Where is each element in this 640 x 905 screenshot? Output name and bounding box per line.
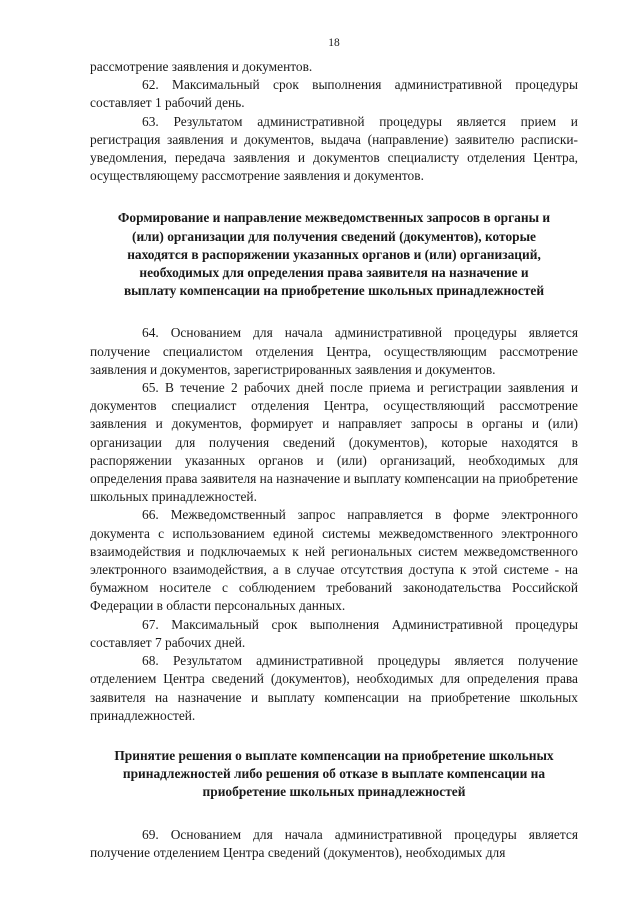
paragraph-62 (90, 76, 578, 112)
paragraph-66 (90, 506, 578, 615)
paragraph-text: Максимальный срок выполнения Административной процедуры составляет 7 рабочих дней. (90, 616, 578, 650)
paragraph-text: Основанием для начала административной процедуры является получение отделением Центра сведений (документов), необходимых для (90, 826, 578, 860)
section-top (90, 58, 578, 185)
paragraph-text: Результатом административной процедуры является прием и регистрация заявления и документов, выдача (направление) заявителю расписки-уведомления, передача заявления и документов специалисту отделения Центра, осуществляющему рассмотрение заявления и документов. (90, 113, 578, 184)
paragraph-69 (90, 826, 578, 862)
section-middle (90, 324, 578, 724)
paragraph-number: 67. (142, 616, 159, 632)
paragraph-number: 66. (142, 507, 159, 523)
paragraph-68 (90, 652, 578, 725)
paragraph-number: 65. (142, 380, 159, 396)
paragraph-text: рассмотрение заявления и документов. (90, 59, 313, 74)
section-bottom (90, 826, 578, 862)
paragraph-number: 68. (142, 653, 159, 669)
paragraph-text: Основанием для начала административной процедуры является получение специалистом отделения Центра, осуществляющим рассмотрение заявления и документов, зарегистрированных заявления и документов. (90, 325, 578, 377)
paragraph-number: 63. (142, 113, 159, 129)
section-heading-compensation-decision: Принятие решения о выплате компенсации на приобретение школьных принадлежностей либо решения об отказе в выплате компенсации на приобретение школьных принадлежностей (114, 747, 554, 800)
paragraph-text: Результатом административной процедуры является получение отделением Центра сведений (документов), необходимых для определения права заявителя на назначение и выплату компенсации на приобретение школьных принадлежностей. (90, 653, 578, 723)
paragraph-text: Максимальный срок выполнения административной процедуры составляет 1 рабочий день. (90, 77, 578, 111)
paragraph-65 (90, 379, 578, 506)
page-number: 18 (328, 37, 340, 49)
paragraph-number: 64. (142, 325, 159, 341)
paragraph-63 (90, 113, 578, 186)
paragraph-number: 69. (142, 826, 159, 842)
paragraph-67 (90, 616, 578, 652)
paragraph-64 (90, 324, 578, 379)
paragraph-text: В течение 2 рабочих дней после приема и регистрации заявления и документов специалист отделения Центра, осуществляющий рассмотрение заявления и документов, формирует и направляет запросы в органы и (или) организации для получения сведений (документов), которые находятся в распоряжении указанных органов и (или) организаций, необходимых для определения права заявителя на назначение и выплату компенсации на приобретение школьных принадлежностей. (90, 380, 578, 505)
paragraph-number: 62. (142, 77, 159, 93)
section-heading-interagency-requests: Формирование и направление межведомственных запросов в органы и (или) организации для получения сведений (документов), которые находятся в распоряжении указанных органов и (или) организаций, необходимых для определения права заявителя на назначение и выплату компенсации на приобретение школьных принадлежностей (117, 210, 551, 299)
document-body (90, 58, 578, 862)
paragraph-continuation (90, 58, 578, 76)
paragraph-text: Межведомственный запрос направляется в форме электронного документа с использованием единой системы межведомственного электронного взаимодействия и подключаемых к ней региональных систем межведомственного электронного взаимодействия, а в случае отсутствия доступа к этой системе - на бумажном носителе с соблюдением требований законодательства Российской Федерации в области персональных данных. (90, 507, 578, 614)
